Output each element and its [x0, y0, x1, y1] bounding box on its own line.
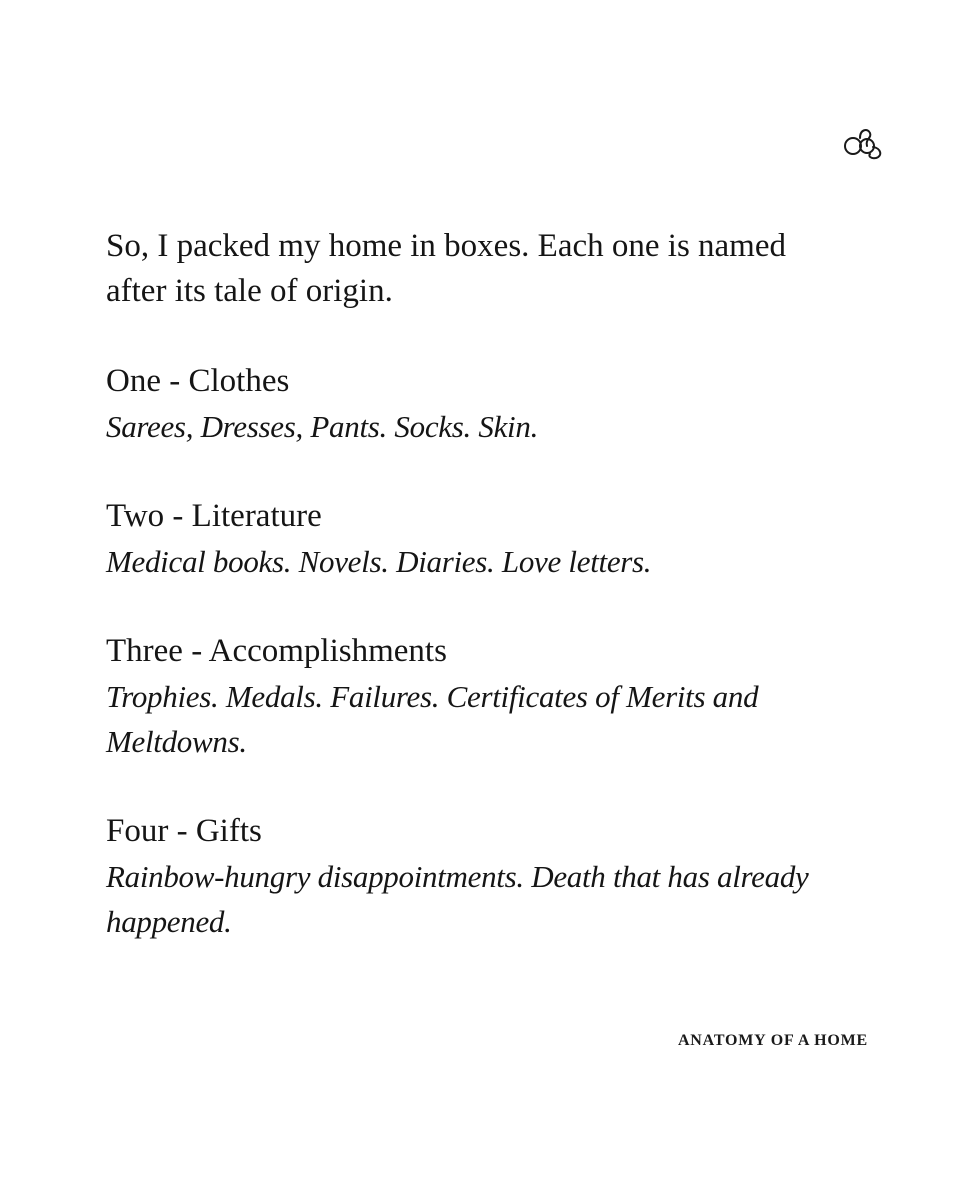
monogram-logo-icon — [838, 126, 890, 160]
poem-body — [106, 224, 846, 944]
box-items: Medical books. Novels. Diaries. Love letters. — [106, 544, 652, 579]
box-entry-clothes — [106, 359, 846, 449]
box-items: Sarees, Dresses, Pants. Socks. Skin. — [106, 409, 539, 444]
box-items: Trophies. Medals. Failures. Certificates of Merits and Meltdowns. — [106, 679, 759, 759]
box-entry-literature — [106, 494, 846, 584]
box-title: One - Clothes — [106, 363, 290, 399]
intro-text: So, I packed my home in boxes. Each one is named after its tale of origin. — [106, 228, 786, 309]
footer-title: ANATOMY OF A HOME — [677, 1032, 868, 1049]
box-title: Two - Literature — [106, 498, 322, 534]
box-title: Three - Accomplishments — [106, 633, 447, 669]
box-items: Rainbow-hungry disappointments. Death that has already happened. — [106, 859, 809, 939]
box-entry-gifts — [106, 809, 846, 944]
box-entry-accomplishments — [106, 629, 846, 764]
box-title: Four - Gifts — [106, 813, 262, 849]
